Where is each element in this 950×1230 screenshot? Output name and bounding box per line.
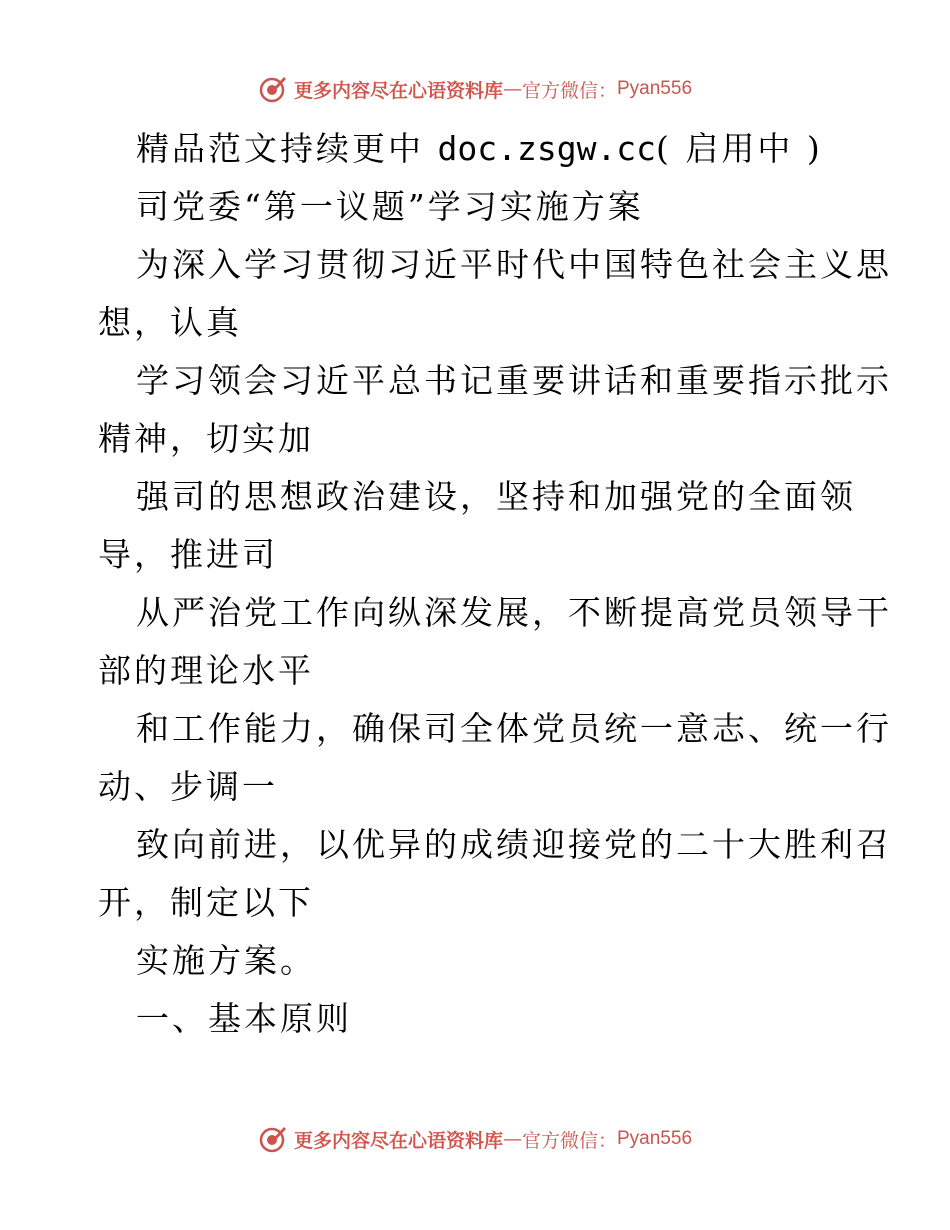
text-line: 致向前进，以优异的成绩迎接党的二十大胜利召: [136, 825, 892, 864]
text-line: 想，认真: [98, 303, 242, 342]
text-line: 导，推进司: [98, 535, 278, 574]
banner-wechat-label: 官方微信：: [521, 79, 617, 102]
banner-dash: —: [502, 1128, 522, 1150]
banner-wechat-label: 官方微信：: [521, 1129, 617, 1152]
promo-suffix: ( 启用中 ): [656, 129, 823, 168]
banner-wechat-id: Pyan556: [617, 1128, 693, 1149]
pen-logo-icon: [258, 74, 288, 104]
text-line: 为深入学习贯彻习近平时代中国特色社会主义思: [136, 245, 892, 284]
text-line: 开，制定以下: [98, 883, 314, 922]
promo-url: doc.zsgw.cc: [437, 129, 657, 168]
text-line: 部的理论水平: [98, 651, 314, 690]
promo-line: [98, 120, 858, 178]
text-line: 精神，切实加: [98, 419, 314, 458]
text-line: 和工作能力，确保司全体党员统一意志、统一行: [136, 709, 892, 748]
promo-prefix: 精品范文持续更中: [136, 129, 438, 168]
document-paragraphs: [98, 236, 892, 1048]
text-line: 学习领会习近平总书记重要讲话和重要指示批示: [136, 361, 892, 400]
banner-brand-text: 更多内容尽在心语资料库: [293, 79, 503, 102]
text-line: 动、步调一: [98, 767, 278, 806]
banner-wechat-id: Pyan556: [617, 78, 693, 99]
header-banner: [0, 72, 950, 106]
document-title: 司党委“第一议题”学习实施方案: [136, 187, 644, 226]
banner-brand-text: 更多内容尽在心语资料库: [293, 1129, 503, 1152]
document-body: [98, 120, 892, 1048]
text-line: 强司的思想政治建设，坚持和加强党的全面领: [136, 477, 856, 516]
text-line: 实施方案。: [136, 941, 316, 980]
text-line: 一、基本原则: [136, 999, 352, 1038]
pen-logo-icon: [258, 1124, 288, 1154]
banner-dash: —: [502, 78, 522, 100]
text-line: 从严治党工作向纵深发展，不断提高党员领导干: [136, 593, 892, 632]
footer-banner: [0, 1122, 950, 1156]
